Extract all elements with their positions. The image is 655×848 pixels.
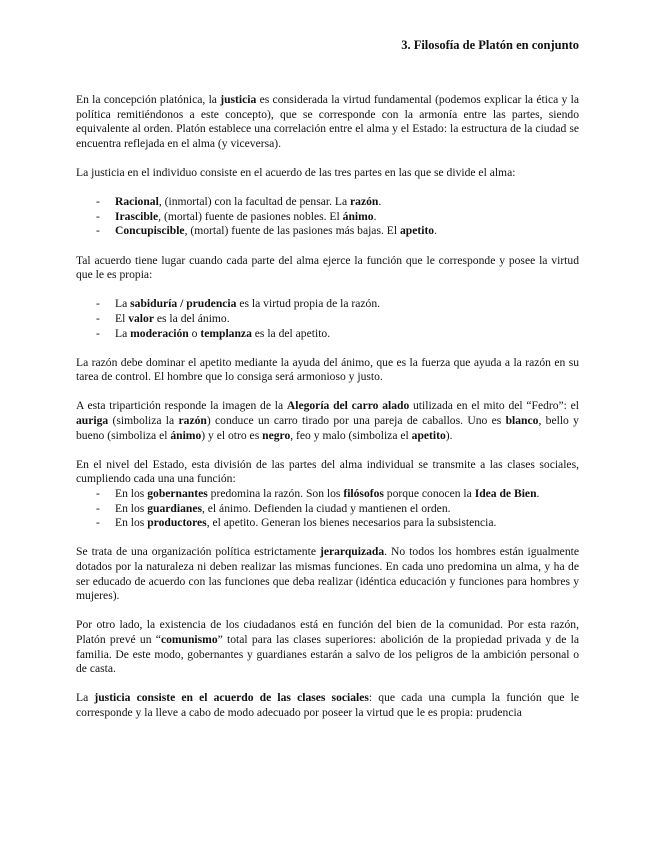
document-body (76, 93, 579, 735)
list-item: - En los productores, el apetito. Generan los bienes necesarios para la subsistencia. (96, 516, 497, 530)
paragraph-justicia-intro: En la concepción platónica, la justicia es considerada la virtud fundamental (podemos explicar la ética y la política remitiéndonos a este concepto), que se corresponde con la armonía entre las partes, siendo equivalente al orden. Platón establece una correlación entre el alma y el Estado: la estructura de la ciudad se encuentra reflejada en el alma (y viceversa). (76, 93, 579, 150)
paragraph-acuerdo: Tal acuerdo tiene lugar cuando cada parte del alma ejerce la función que le corresponde y posee la virtud que le es propia: (76, 253, 579, 282)
list-item: - La sabiduría / prudencia es la virtud propia de la razón. (96, 297, 381, 311)
list-clases-sociales (76, 487, 579, 531)
paragraph-carro-alado: A esta tripartición responde la imagen de la Alegoría del carro alado utilizada en el mito del “Fedro”: el auriga (simboliza la razón) conduce un carro tirado por una pareja de caballos. Uno es blanco, bello y bueno (simboliza el ánimo) y el otro es negro, feo y malo (simboliza el apetito). (76, 399, 580, 442)
list-item: - En los guardianes, el ánimo. Defienden la ciudad y mantienen el orden. (96, 501, 451, 515)
paragraph-justicia-clases: La justicia consiste en el acuerdo de las clases sociales: que cada una cumpla la función que le corresponde y la lleve a cabo de modo adecuado por poseer la virtud que le es propia: prudencia (76, 691, 579, 719)
list-item: - En los gobernantes predomina la razón. Son los filósofos porque conocen la Idea de Bien. (96, 487, 540, 501)
paragraph-comunismo: Por otro lado, la existencia de los ciudadanos está en función del bien de la comunidad. Por esta razón, Platón prevé un “comunismo” total para las clases superiores: abolición de la propiedad privada y de la familia. De este modo, gobernantes y guardianes estarán a salvo de los peligros de la ambición personal o de casta. (76, 618, 579, 676)
list-partes-alma (76, 195, 579, 239)
section-header: 3. Filosofía de Platón en conjunto (401, 38, 579, 52)
paragraph-justicia-individuo: La justicia en el individuo consiste en el acuerdo de las tres partes en las que se divide el alma: (76, 165, 516, 179)
list-item: - Irascible, (mortal) fuente de pasiones nobles. El ánimo. (96, 209, 377, 223)
paragraph-estado: En el nivel del Estado, esta división de las partes del alma individual se transmite a las clases sociales, cumpliendo cada una una función: (76, 457, 579, 486)
list-item: - La moderación o templanza es la del apetito. (96, 326, 331, 340)
list-item: - Concupiscible, (mortal) fuente de las pasiones más bajas. El apetito. (96, 224, 438, 238)
paragraph-jerarquia: Se trata de una organización política estrictamente jerarquizada. No todos los hombres están igualmente dotados por la naturaleza ni deben realizar las mismas funciones. En cada uno predomina un alma, y ha de ser educado de acuerdo con las funciones que deba realizar (idéntica educación y funciones para hombres y mujeres). (76, 545, 579, 603)
list-virtudes (76, 297, 579, 341)
list-item: - El valor es la del ánimo. (96, 311, 230, 325)
paragraph-razon-apetito: La razón debe dominar el apetito mediante la ayuda del ánimo, que es la fuerza que ayuda a la razón en su tarea de control. El hombre que lo consiga será armonioso y justo. (76, 355, 579, 384)
list-item: - Racional, (inmortal) con la facultad de pensar. La razón. (96, 195, 382, 209)
